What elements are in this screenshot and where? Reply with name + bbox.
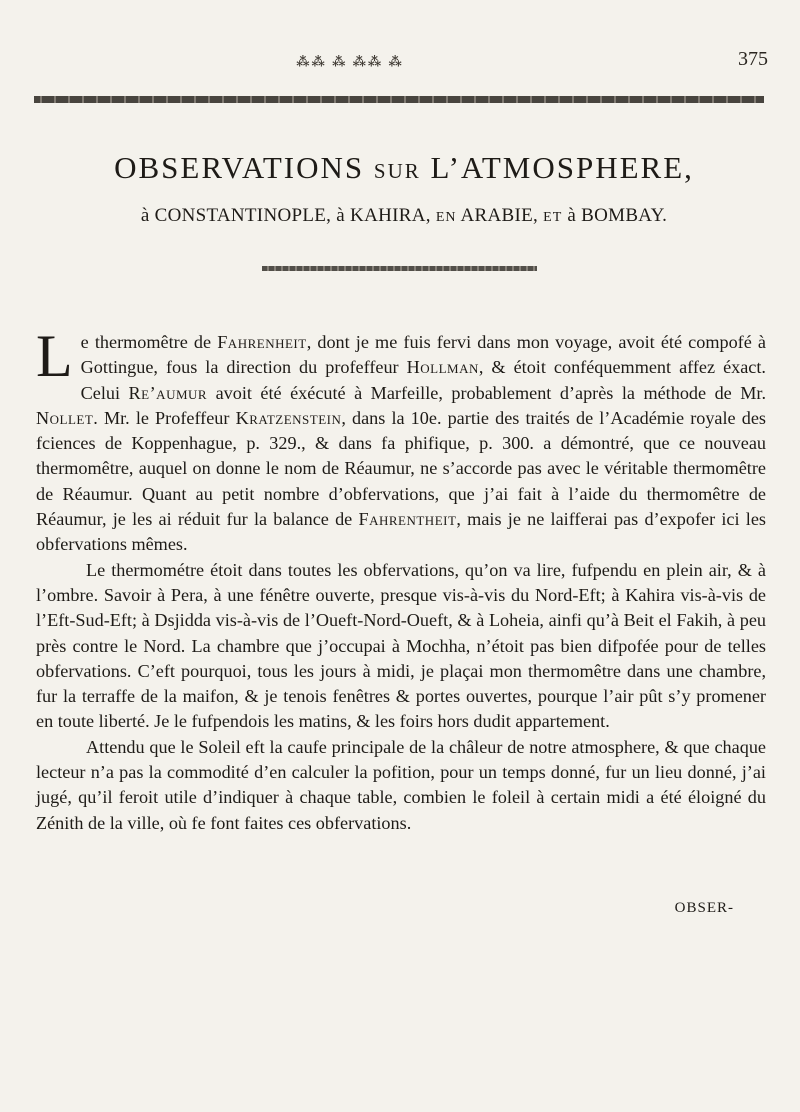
catchword: OBSER-: [674, 900, 734, 916]
name-reaumur: Re’aumur: [128, 382, 208, 403]
decorative-rule-middle: [262, 266, 537, 271]
p1-text-1: e thermomêtre de: [80, 332, 218, 352]
title-sur: SUR: [373, 159, 421, 183]
p1-text-7: , mais je ne laifferai pas d’expofer ici les obfervations mêmes.: [36, 509, 766, 555]
paragraph-2: Le thermométre étoit dans toutes les obfervations, qu’on va lire, fufpendu en plein air, & à l’ombre. Savoir à Pera, à une fénêtre ouverte, presque vis-à-vis du Nord-Eft; à Kahira vis-à-vis de l’Eft-Sud-Eft; à Dsjidda vis-à-vis de l’Oueft-Nord-Oueft, & à Loheia, ainfi qu’à Beit el Fakih, à peu près contre le Nord. La chambre que j’occupai à Mochha, n’étoit pas bien difpofée pour de telles obfervations. C’eft pourquoi, tous les jours à midi, je plaçai mon thermomêtre dans une chambre, fur la terraffe de la maifon, & je tenois fenêtres & portes ouvertes, pourque l’air pût s’y promener en toute liberté. Je le fufpendois les matins, & les foirs hors dudit appartement.: [36, 559, 766, 732]
decorative-rule-top: [34, 96, 764, 103]
p1-text-6: , dans la 10e. partie des traités de l’Académie royale des fciences de Koppenhague, p. 329., & dans fa phifique, p. 300. a démontré, que ce nouveau thermomêtre, auquel on donne le nom de Réaumur, ne s’accorde pas avec le véritable thermomêtre de Réaumur. Quant au petit nombre d’obfervations, que j’ai fait à l’aide du thermomêtre de Réaumur, je les ai réduit fur la balance de: [36, 407, 766, 530]
p1-text-4: avoit été éxécuté à Marfeille, probablement d’après la méthode de Mr.: [207, 382, 766, 403]
subtitle-arabie: ARABIE,: [460, 205, 539, 226]
header-ornament: ⁂⁂ ⁂ ⁂⁂ ⁂: [296, 54, 404, 69]
p1-text-2: , dont je me fuis fervi dans mon voyage, avoit été compofé à Gottingue, fous la direction du profeffeur: [80, 332, 766, 378]
title-main: OBSERVATIONS: [114, 150, 365, 185]
drop-cap: L: [36, 323, 73, 389]
p1-text-5: . Mr. le Profeffeur: [93, 407, 236, 428]
page-number: 375: [738, 48, 768, 70]
name-kratzenstein: Kratzenstein: [235, 407, 342, 428]
name-fahrentheit: Fahrentheit: [358, 509, 457, 530]
subtitle-cities: à CONSTANTINOPLE, à KAHIRA,: [140, 205, 431, 226]
name-nollet: Nollet: [36, 407, 94, 428]
paragraph-3: Attendu que le Soleil eft la caufe principale de la châleur de notre atmosphere, & que chaque lecteur n’a pas la commodité d’en calculer la pofition, pour un temps donné, fur un lieu donné, j’ai jugé, qu’il feroit utile d’indiquer à chaque table, combien le foleil à certain midi a été éloigné du Zénith de la ville, où fe font faites ces obfervations.: [36, 736, 766, 833]
subtitle-en: EN: [435, 210, 457, 225]
subtitle-bombay: à BOMBAY.: [567, 205, 668, 226]
name-hollman: Hollman: [406, 357, 479, 378]
page-title: [34, 150, 774, 186]
p1-text-3: , & étoit conféquemment affez éxact. Celui: [80, 357, 766, 403]
subtitle-et: ET: [543, 210, 563, 225]
title-subject: L’ATMOSPHERE,: [430, 150, 694, 185]
page-subtitle: [34, 205, 774, 227]
body-text: [36, 323, 766, 836]
name-fahrenheit: Fahrenheit: [217, 332, 307, 352]
paragraph-1: [36, 323, 766, 558]
